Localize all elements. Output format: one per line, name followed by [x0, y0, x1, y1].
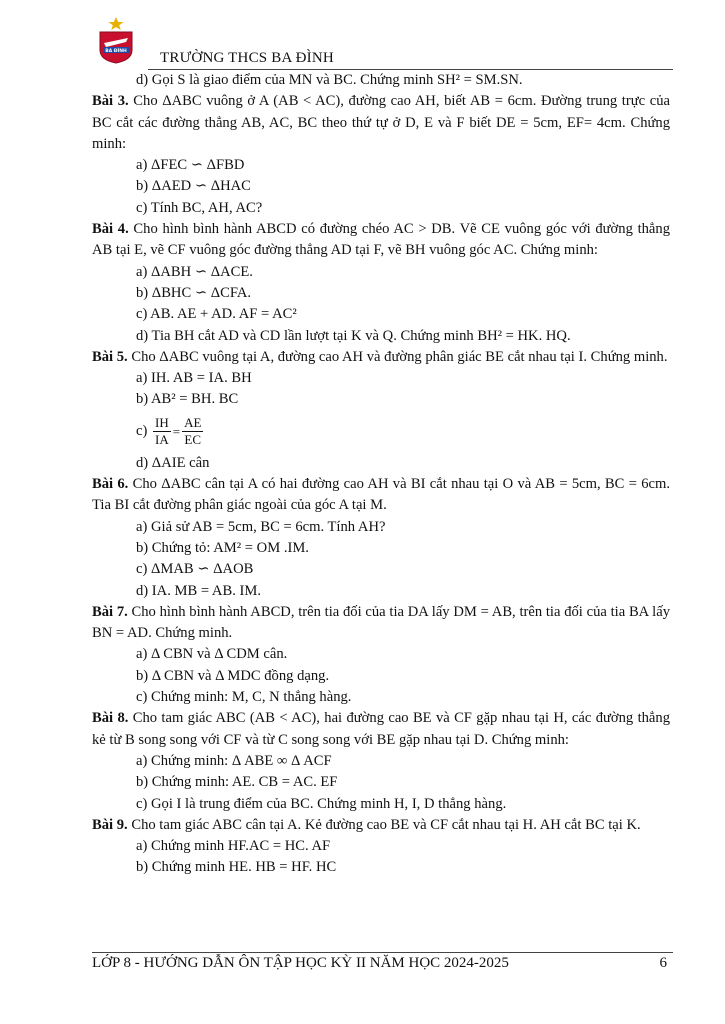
exercise-text: Cho tam giác ABC (AB < AC), hai đường cao BE và CF gặp nhau tại H, các đường thẳng kẻ từ B song song với CF và từ C song song với BE gặp nhau tại D. Chứng minh:: [92, 710, 670, 748]
sub-question: d) Tia BH cắt AD và CD lần lượt tại K và Q. Chứng minh BH² = HK. HQ.: [136, 327, 571, 344]
sub-question: a) ΔABH ∽ ΔACE.: [136, 263, 253, 280]
sub-question: a) ΔFEC ∽ ΔFBD: [136, 157, 245, 174]
footer-title: LỚP 8 - HƯỚNG DẪN ÔN TẬP HỌC KỲ II NĂM HỌC 2024-2025: [92, 955, 509, 971]
sub-question: a) IH. AB = IA. BH: [136, 370, 252, 387]
sub-question: b) AB² = BH. BC: [136, 391, 239, 408]
sub-question: a) Chứng minh HF.AC = HC. AF: [136, 838, 331, 855]
exercise-paragraph: [92, 602, 670, 645]
svg-text:BA ĐÌNH: BA ĐÌNH: [105, 49, 127, 54]
sub-question: b) Chứng minh: AE. CB = AC. EF: [136, 774, 338, 791]
footer-divider: [92, 952, 673, 953]
exercise-paragraph: [92, 91, 670, 155]
sub-question: d) IA. MB = AB. IM.: [136, 582, 261, 599]
exercise-paragraph: [92, 347, 670, 368]
sub-question: d) Gọi S là giao điểm của MN và BC. Chứng minh SH² = SM.SN.: [136, 72, 523, 88]
sub-question: c) Gọi I là trung điểm của BC. Chứng minh H, I, D thẳng hàng.: [136, 795, 507, 812]
exercise-text: Cho tam giác ABC cân tại A. Kẻ đường cao BE và CF cắt nhau tại H. AH cắt BC tại K.: [127, 816, 641, 833]
page-number: 6: [659, 955, 667, 971]
sub-question: c) AB. AE + AD. AF = AC²: [136, 306, 297, 323]
sub-question: c) ΔMAB ∽ ΔAOB: [136, 561, 254, 578]
exercise-label: Bài 4.: [92, 221, 129, 238]
exercise-label: Bài 7.: [92, 603, 128, 620]
sub-question: d) ΔAIE cân: [136, 454, 210, 471]
fraction-left: $\frac{IH}{IA}$: [155, 415, 169, 448]
exercise-paragraph: [92, 219, 670, 262]
exercise-text: Cho hình bình hành ABCD có đường chéo AC > DB. Vẽ CE vuông góc với đường thẳng AB tại E, vẽ CF vuông góc đường thẳng AD tại F, vẽ BH vuông góc AC. Chứng minh:: [92, 221, 670, 259]
sub-question: a) Chứng minh: Δ ABE ∞ Δ ACF: [136, 752, 332, 769]
school-name: TRƯỜNG THCS BA ĐÌNH: [160, 50, 334, 66]
exercise-label: Bài 5.: [92, 348, 128, 365]
exercise-paragraph: [92, 815, 670, 836]
sub-question: b) ΔAED ∽ ΔHAC: [136, 178, 251, 195]
equals-sign: =: [172, 424, 181, 440]
exercise-label: Bài 6.: [92, 476, 129, 493]
exercise-text: Cho ΔABC cân tại A có hai đường cao AH và BI cắt nhau tại O và AB = 5cm, BC = 6cm. Tia BI cắt đường phân giác ngoài của góc A tại M.: [92, 476, 670, 514]
exercise-text: Cho hình bình hành ABCD, trên tia đối của tia DA lấy DM = AB, trên tia đối của tia BA lấy BN = AD. Chứng minh.: [92, 603, 670, 642]
sub-question: b) Chứng tỏ: AM² = OM .IM.: [136, 539, 309, 556]
exercise-paragraph: [92, 708, 670, 751]
exercise-label: Bài 3.: [92, 93, 129, 110]
sub-question: c) Chứng minh: M, C, N thẳng hàng.: [136, 689, 352, 706]
school-logo: [96, 16, 136, 64]
exercise-list: [92, 70, 670, 879]
exercise-label: Bài 9.: [92, 816, 128, 833]
exercise-paragraph: [92, 474, 670, 517]
sub-question: b) Chứng minh HE. HB = HF. HC: [136, 859, 337, 876]
exercise-text: Cho ΔABC vuông tại A, đường cao AH và đường phân giác BE cắt nhau tại I. Chứng minh.: [127, 348, 668, 365]
sub-question: a) Giả sử AB = 5cm, BC = 6cm. Tính AH?: [136, 518, 386, 535]
item-label: c): [136, 423, 148, 440]
fraction-right: $\frac{AE}{EC}$: [184, 415, 202, 448]
sub-question: b) ΔBHC ∽ ΔCFA.: [136, 284, 252, 301]
exercise-label: Bài 8.: [92, 710, 129, 727]
sub-question: a) Δ CBN và Δ CDM cân.: [136, 646, 288, 663]
exercise-text: Cho ΔABC vuông ở A (AB < AC), đường cao AH, biết AB = 6cm. Đường trung trực của BC cắt các đường thẳng AB, AC, BC theo thứ tự ở D, E và F biết DE = 5cm, EF= 4cm. Chứng minh:: [92, 93, 670, 152]
sub-question: b) Δ CBN và Δ MDC đồng dạng.: [136, 667, 330, 684]
fraction-item: [92, 411, 670, 453]
sub-question: c) Tính BC, AH, AC?: [136, 199, 263, 216]
